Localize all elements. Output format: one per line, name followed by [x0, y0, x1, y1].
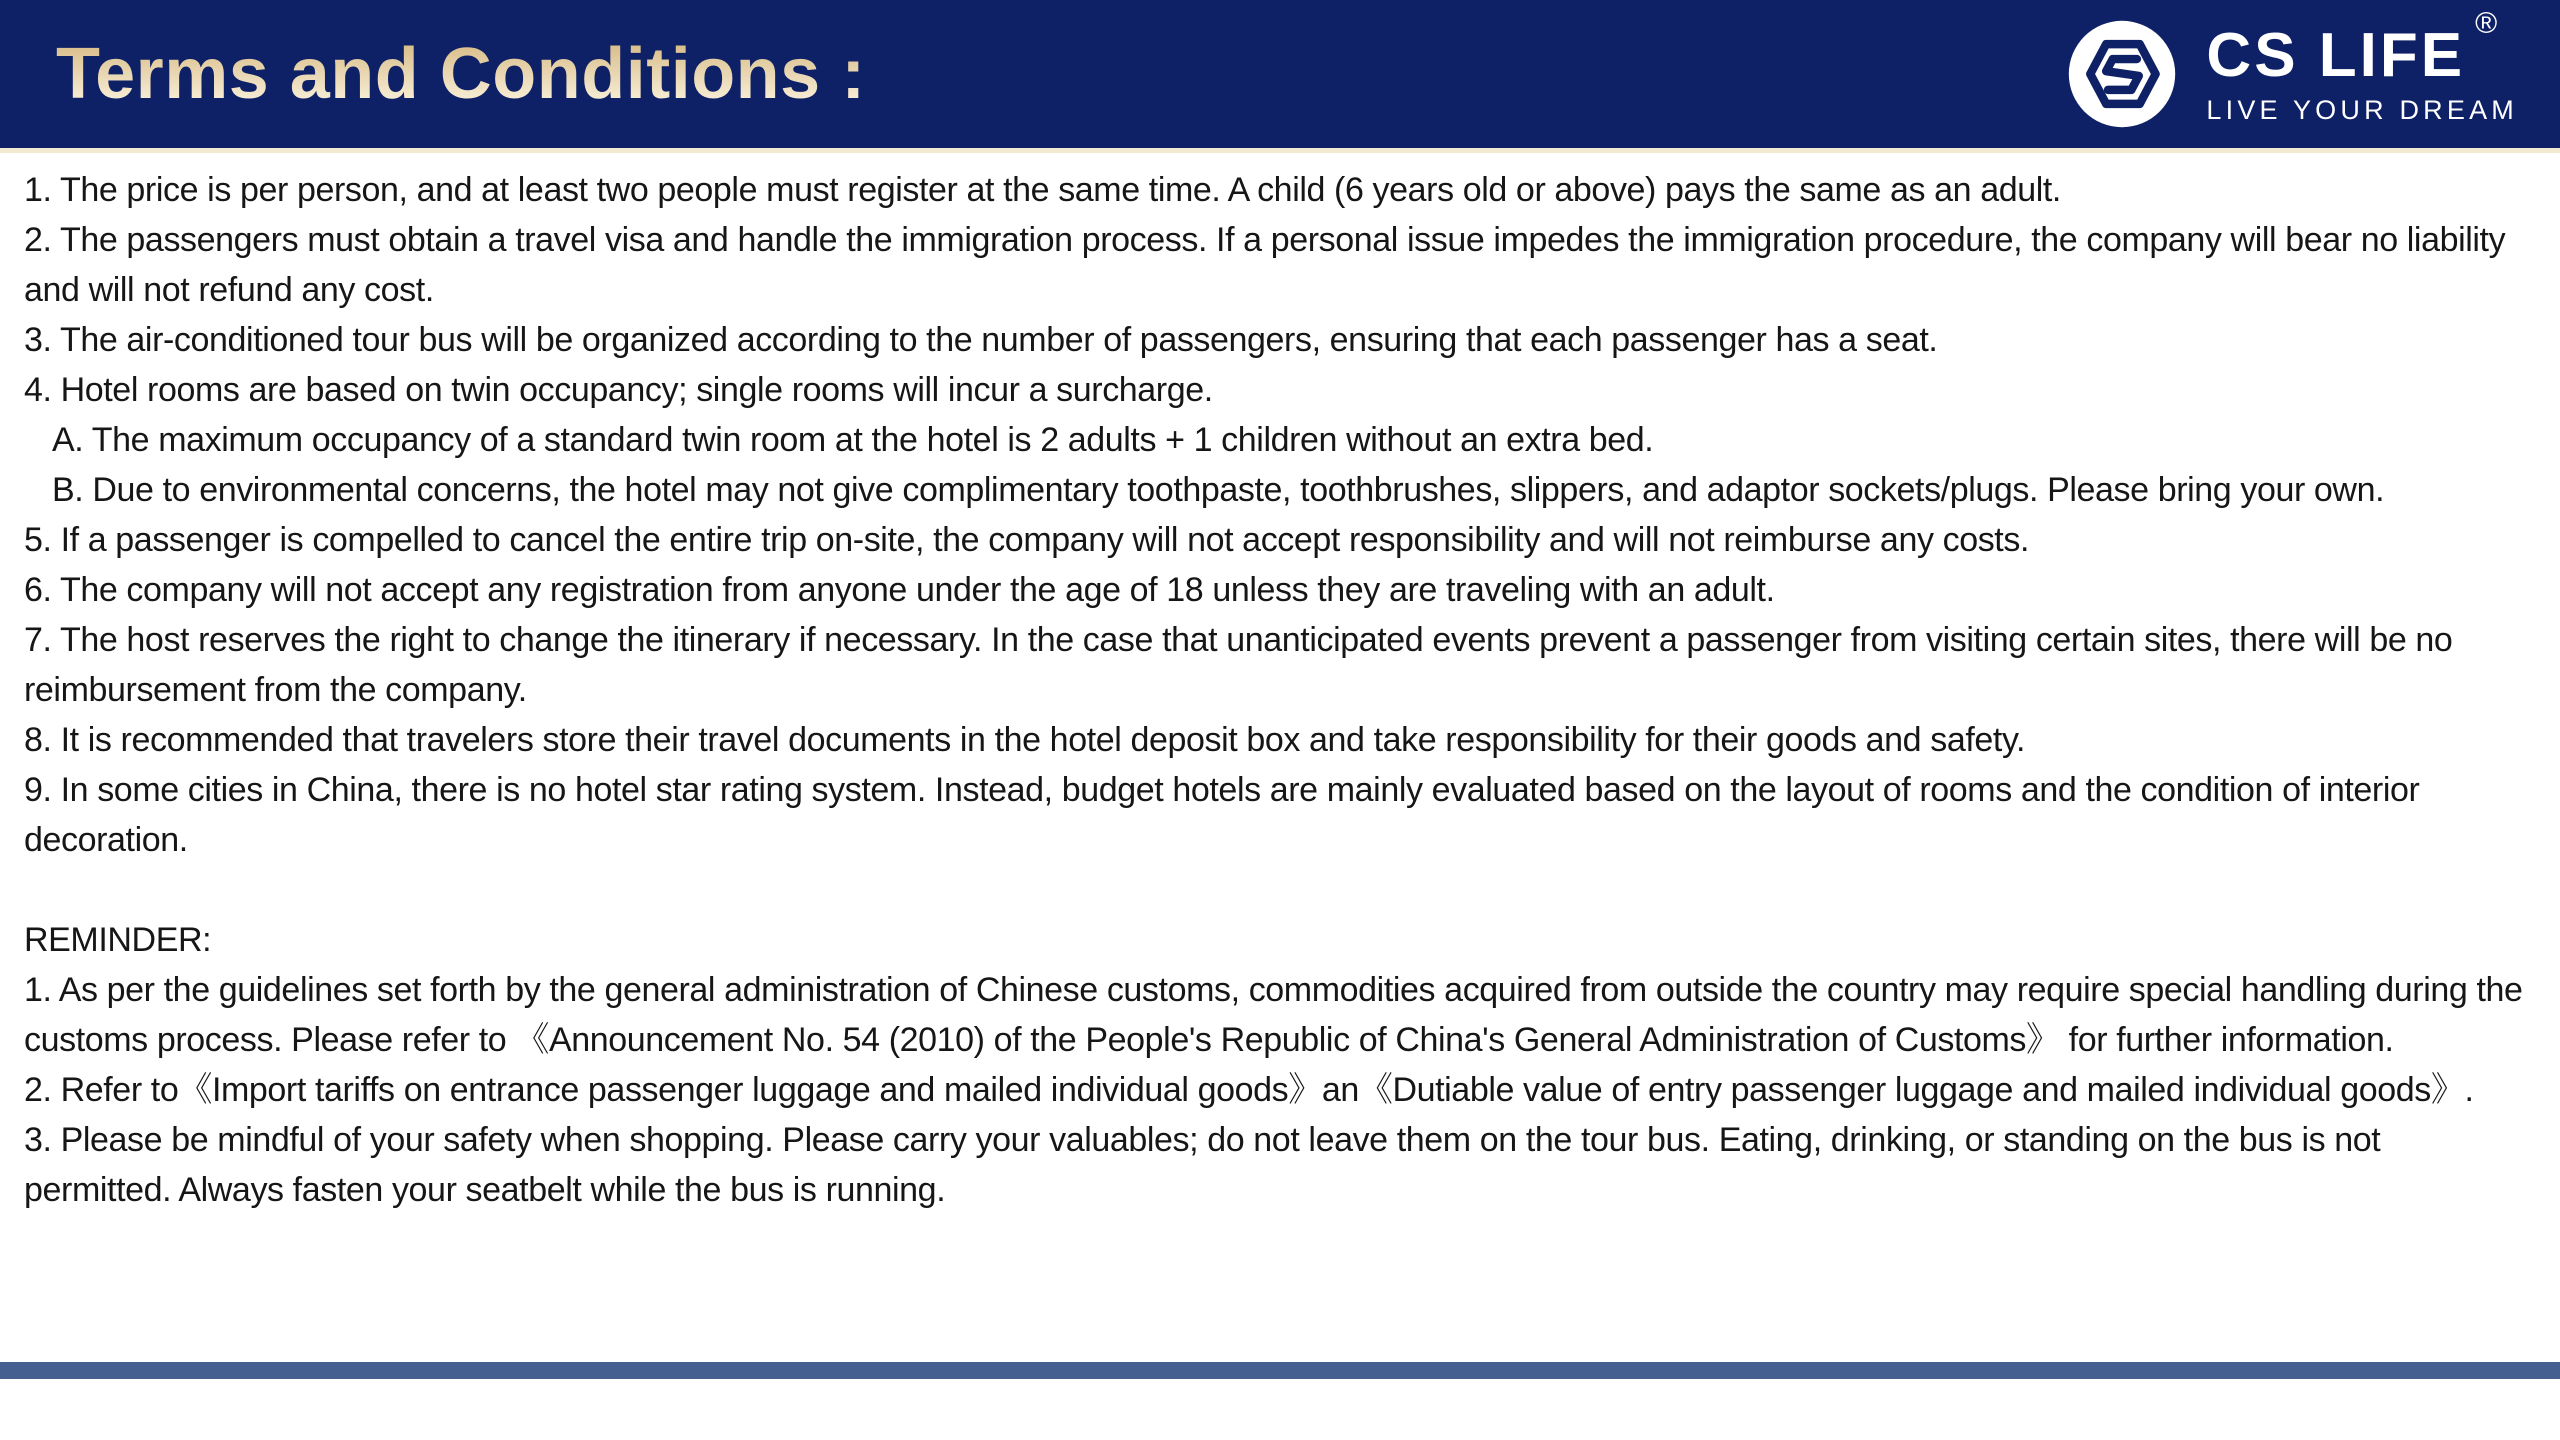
footer-accent-bar — [0, 1362, 2560, 1379]
document-body — [0, 153, 2560, 1215]
terms-item: A. The maximum occupancy of a standard twin room at the hotel is 2 adults + 1 children without an extra bed. — [52, 421, 1654, 459]
terms-item: 5. If a passenger is compelled to cancel the entire trip on-site, the company will not accept responsibility and will not reimburse any costs. — [24, 521, 2029, 559]
terms-item: 4. Hotel rooms are based on twin occupancy; single rooms will incur a surcharge. — [24, 371, 1213, 409]
brand-text-block — [2206, 6, 2518, 125]
reminder-item: 2. Refer to《Import tariffs on entrance passenger luggage and mailed individual goods》an《Dutiable value of entry passenger luggage and mailed individual goods》. — [24, 1071, 2474, 1109]
terms-item: 6. The company will not accept any registration from anyone under the age of 18 unless they are traveling with an adult. — [24, 571, 1775, 609]
page-header — [0, 0, 2560, 148]
page-title: Terms and Conditions : — [56, 34, 866, 114]
reminder-list — [24, 965, 2524, 1215]
reminder-item: 1. As per the guidelines set forth by the general administration of Chinese customs, commodities acquired from outside the country may require special handling during the customs process. Please refer to 《Announcement No. 54 (2010) of the People's Republic of China's General Administration of Customs》 for further information. — [24, 971, 2523, 1059]
terms-item: 8. It is recommended that travelers store their travel documents in the hotel deposit box and take responsibility for their goods and safety. — [24, 721, 2026, 759]
terms-item: 3. The air-conditioned tour bus will be organized according to the number of passengers, ensuring that each passenger has a seat. — [24, 321, 1938, 359]
reminder-item: 3. Please be mindful of your safety when shopping. Please carry your valuables; do not leave them on the tour bus. Eating, drinking, or standing on the bus is not permitted. Always fasten your seatbelt while the bus is running. — [24, 1121, 2381, 1209]
terms-item: 7. The host reserves the right to change the itinerary if necessary. In the case that unanticipated events prevent a passenger from visiting certain sites, there will be no reimbursement from the company. — [24, 621, 2453, 709]
registered-trademark-icon: ® — [2475, 6, 2498, 40]
terms-item: 9. In some cities in China, there is no hotel star rating system. Instead, budget hotels are mainly evaluated based on the layout of rooms and the condition of interior decoration. — [24, 771, 2420, 859]
brand-tagline: LIVE YOUR DREAM — [2206, 94, 2518, 125]
cs-monogram-icon — [2066, 18, 2178, 130]
terms-list — [24, 165, 2524, 865]
brand-logo — [2066, 6, 2518, 130]
terms-item: 2. The passengers must obtain a travel visa and handle the immigration process. If a personal issue impedes the immigration procedure, the company will bear no liability and will not refund any cost. — [24, 221, 2506, 309]
brand-name: CS LIFE — [2206, 20, 2466, 90]
reminder-heading: REMINDER: — [24, 921, 212, 959]
terms-item: B. Due to environmental concerns, the hotel may not give complimentary toothpaste, toothbrushes, slippers, and adaptor sockets/plugs. Please bring your own. — [52, 471, 2385, 509]
terms-item: 1. The price is per person, and at least two people must register at the same time. A child (6 years old or above) pays the same as an adult. — [24, 171, 2061, 209]
